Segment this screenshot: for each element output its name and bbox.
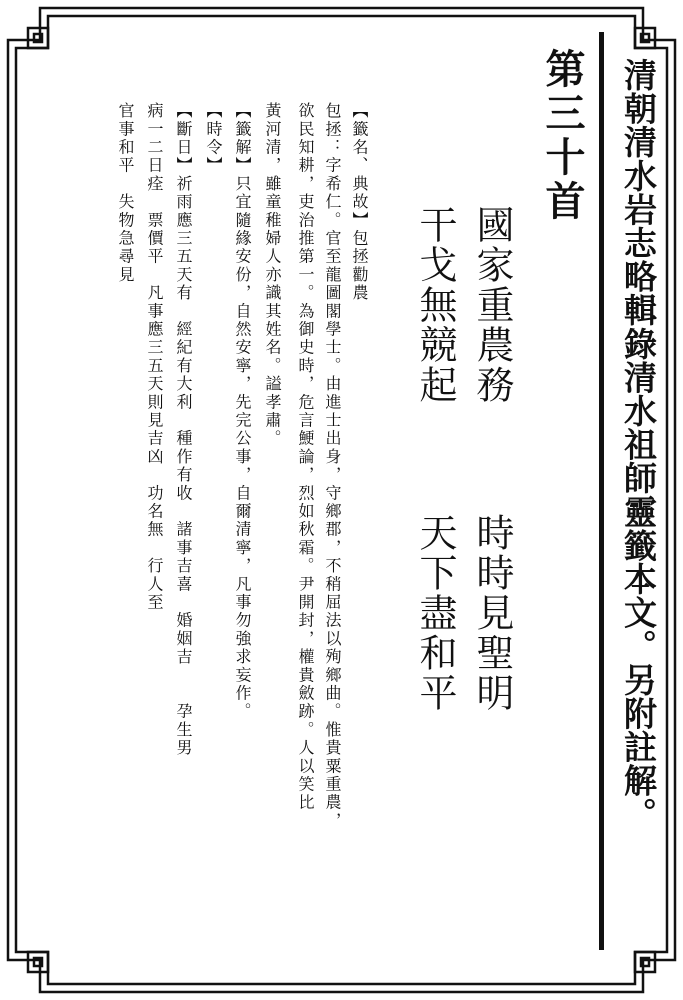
header-title: 清朝清水岩志略輯錄清水祖師靈籤本文。另附註解。	[619, 58, 658, 831]
poem-line-2: 時時見聖明	[470, 513, 514, 713]
note-divination-1: 【斷日】祈雨應三五天有 經紀有大利 種作有收 諸事吉喜 婚姻吉 孕生男	[174, 102, 193, 758]
note-season: 【時令】	[204, 102, 223, 175]
note-divination-2: 病一二日痊 票價平 凡事應三五天則見吉凶 功名無 行人至	[145, 102, 164, 612]
note-bio-column-2: 欲民知耕，吏治推第一。為御史時，危言鯁論，烈如秋霜。尹開封，權貴斂跡。人以笑比	[296, 102, 315, 812]
note-interpretation: 【籤解】只宜隨緣安份，自然安寧，先完公事，自爾清寧，凡事勿強求妄作。	[233, 102, 252, 721]
poem-line-3: 干戈無競起	[413, 205, 457, 405]
note-title-column: 【籤名、典故】包拯勸農	[350, 102, 369, 303]
header-divider	[599, 32, 604, 950]
poem-line-1: 國家重農務	[470, 205, 514, 405]
poem-line-4: 天下盡和平	[413, 513, 457, 713]
poem-number: 第三十首	[539, 48, 586, 224]
note-bio-column-1: 包拯：字希仁。官至龍圖閣學士。由進士出身，守鄉郡，不稍屈法以殉鄉曲。惟貴粟重農，	[323, 102, 342, 830]
note-bio-column-3: 黃河清，雖童稚婦人亦識其姓名。謚孝肅。	[263, 102, 282, 448]
note-divination-3: 官事和平 失物急尋見	[116, 102, 135, 284]
